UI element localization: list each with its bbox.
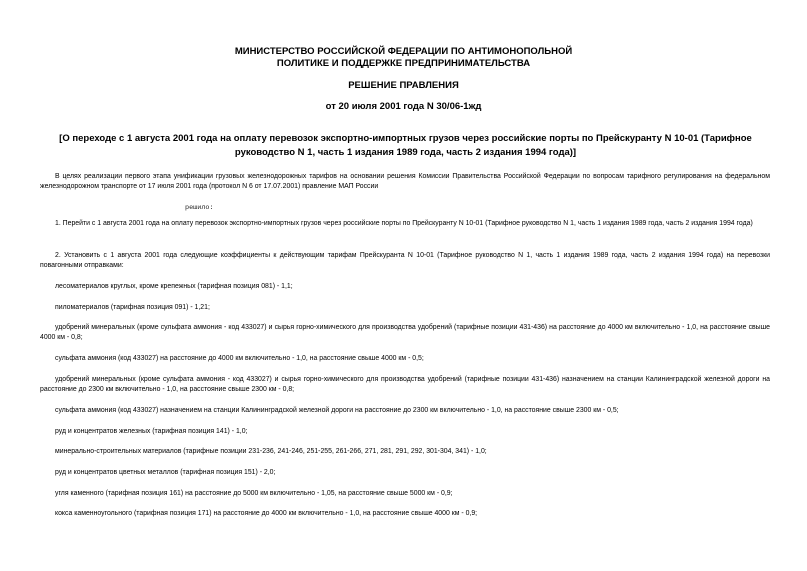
coefficient-item: пиломатериалов (тарифная позиция 091) - 1,21;	[55, 304, 210, 311]
coefficient-item: сульфата аммония (код 433027) на расстояние до 4000 км включительно - 1,0, на расстояние свыше 4000 км - 0,5;	[55, 355, 424, 362]
ministry-name-line2: ПОЛИТИКЕ И ПОДДЕРЖКЕ ПРЕДПРИНИМАТЕЛЬСТВА	[276, 58, 531, 69]
ministry-name-line1: МИНИСТЕРСТВО РОССИЙСКОЙ ФЕДЕРАЦИИ ПО АНТИМОНОПОЛЬНОЙ	[234, 46, 573, 57]
coefficient-item: минерально-строительных материалов (тарифные позиции 231-236, 241-246, 251-255, 261-266, 271, 281, 291, 292, 301-304, 341) - 1,0;	[55, 448, 487, 455]
preamble-paragraph: В целях реализации первого этапа унификации грузовых железнодорожных тарифов на основании решения Комиссии Правительства Российской Федерации по вопросам тарифного регулирования на федеральном железнодорожном транспорте от 17 июля 2001 года (протокол N 6 от 17.07.2001) правление МАП России	[40, 173, 770, 190]
coefficient-item: кокса каменноугольного (тарифная позиция 171) на расстояние до 4000 км включительно - 1,0, на расстояние свыше 4000 км - 0,9;	[55, 510, 478, 517]
document-type: РЕШЕНИЕ ПРАВЛЕНИЯ	[348, 80, 459, 91]
coefficient-item: удобрений минеральных (кроме сульфата аммония - код 433027) и сырья горно-химического для производства удобрений (тарифные позиции 431-436) назначением на станции Калининградской железной дороги на расстояние до 2300 км включительно - 1,0, на расстояние свыше 2300 км - 0,8;	[40, 376, 770, 393]
resolve-heading: решило:	[185, 204, 214, 212]
document-title: [О переходе с 1 августа 2001 года на оплату перевозок экспортно-импортных грузов через российские порты по Прейскуранту N 10-01 (Тарифное руководство N 1, часть 1 издания 1989 года, часть 2 издания 1994 года)]	[59, 133, 752, 158]
coefficient-item: удобрений минеральных (кроме сульфата аммония - код 433027) и сырья горно-химического для производства удобрений (тарифные позиции 431-436) на расстояние до 4000 км включительно - 1,0, на расстояние свыше 4000 км - 0,8;	[40, 324, 770, 341]
coefficient-item: сульфата аммония (код 433027) назначением на станции Калининградской железной дороги на расстояние до 2300 км включительно - 1,0, на расстояние свыше 2300 км - 0,5;	[55, 407, 619, 414]
coefficient-item: руд и концентратов цветных металлов (тарифная позиция 151) - 2,0;	[55, 469, 276, 476]
point-2: 2. Установить с 1 августа 2001 года следующие коэффициенты к действующим тарифам Прейскуранта N 10-01 (Тарифное руководство N 1, часть 1 издания 1989 года, часть 2 издания 1994 года) на перевозки повагонными отправками:	[40, 252, 770, 269]
coefficient-item: лесоматериалов круглых, кроме крепежных (тарифная позиция 081) - 1,1;	[55, 283, 293, 290]
coefficient-item: угля каменного (тарифная позиция 161) на расстояние до 5000 км включительно - 1,05, на расстояние свыше 5000 км - 0,9;	[55, 490, 453, 497]
document-date-number: от 20 июля 2001 года N 30/06-1жд	[325, 101, 482, 112]
coefficient-item: руд и концентратов железных (тарифная позиция 141) - 1,0;	[55, 428, 248, 435]
point-1: 1. Перейти с 1 августа 2001 года на оплату перевозок экспортно-импортных грузов через российские порты по Прейскуранту N 10-01 (Тарифное руководство N 1, часть 1 издания 1989 года, часть 2 издания 1994 года)	[55, 220, 753, 227]
